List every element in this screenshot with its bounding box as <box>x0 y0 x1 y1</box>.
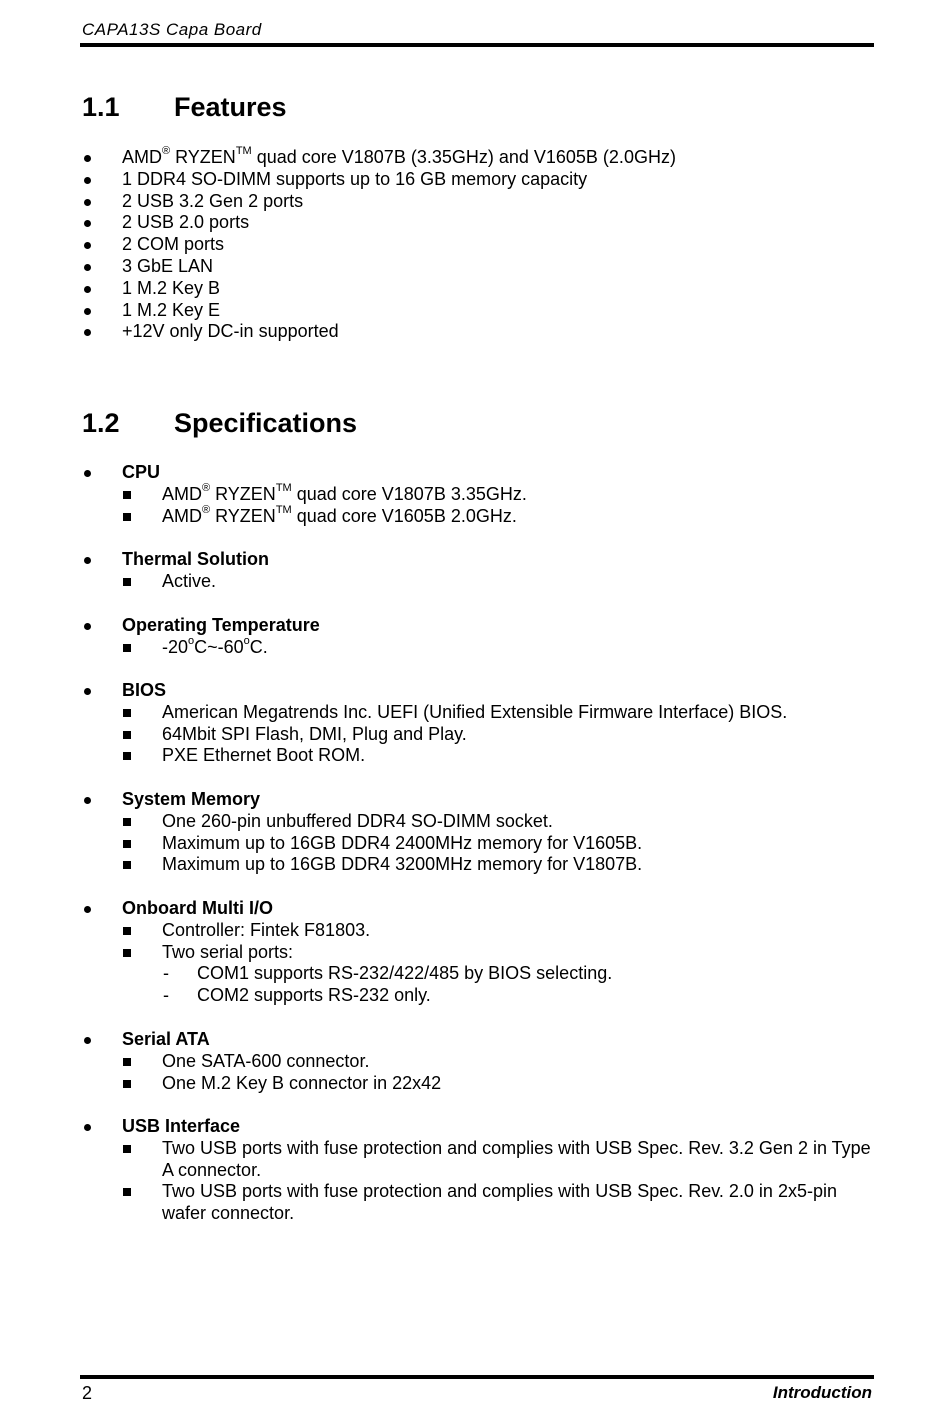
spec-multi-io <box>82 898 874 1007</box>
square-bullet-icon <box>123 949 131 957</box>
spec-bios <box>82 680 874 767</box>
spec-sub-item: - COM1 supports RS-232/422/485 by BIOS selecting. <box>163 963 613 984</box>
bullet-icon <box>84 177 91 184</box>
spec-usb <box>82 1116 874 1225</box>
square-bullet-icon <box>123 491 131 499</box>
spec-item: One SATA-600 connector. <box>82 1051 874 1073</box>
dash-bullet: - <box>163 985 169 1006</box>
spec-thermal <box>82 549 874 593</box>
dash-bullet: - <box>163 963 169 984</box>
spec-title: Serial ATA <box>82 1029 874 1051</box>
spec-title: Thermal Solution <box>82 549 874 571</box>
features-heading <box>82 92 287 123</box>
footer-section-title: Introduction <box>772 1383 872 1402</box>
feature-item: 3 GbE LAN <box>82 256 874 278</box>
bullet-icon <box>84 623 91 630</box>
square-bullet-icon <box>123 840 131 848</box>
bullet-icon <box>84 797 91 804</box>
bullet-icon <box>84 199 91 206</box>
spec-item: One 260-pin unbuffered DDR4 SO-DIMM socket. <box>82 811 874 833</box>
spec-title: USB Interface <box>82 1116 874 1138</box>
spec-memory <box>82 789 874 876</box>
spec-item: Controller: Fintek F81803. <box>82 920 874 942</box>
square-bullet-icon <box>123 1145 131 1153</box>
feature-item: +12V only DC-in supported <box>82 321 874 343</box>
square-bullet-icon <box>123 818 131 826</box>
bullet-icon <box>84 906 91 913</box>
square-bullet-icon <box>123 644 131 652</box>
spec-title: Onboard Multi I/O <box>82 898 874 920</box>
bullet-icon <box>84 155 91 162</box>
bullet-icon <box>84 1124 91 1131</box>
spec-item: -20$^o$C~-60$^o$C. <box>82 637 874 659</box>
spec-item: American Megatrends Inc. UEFI (Unified Extensible Firmware Interface) BIOS. <box>82 702 874 724</box>
feature-item: 1 DDR4 SO-DIMM supports up to 16 GB memory capacity <box>82 169 874 191</box>
bullet-icon <box>84 329 91 336</box>
feature-item: 1 M.2 Key B <box>82 278 874 300</box>
spec-item: One M.2 Key B connector in 22x42 <box>82 1073 874 1095</box>
spec-title: CPU <box>82 462 874 484</box>
feature-item: AMD® RYZEN™ quad core V1807B (3.35GHz) and V1605B (2.0GHz) <box>82 147 874 169</box>
spec-item: Two USB ports with fuse protection and complies with USB Spec. Rev. 2.0 in 2x5-pin wafer connector. <box>82 1181 874 1225</box>
bullet-icon <box>84 557 91 564</box>
spec-item: PXE Ethernet Boot ROM. <box>82 745 874 767</box>
spec-title: Operating Temperature <box>82 615 874 637</box>
bullet-icon <box>84 1037 91 1044</box>
square-bullet-icon <box>123 927 131 935</box>
section-number: 1.1 <box>82 92 120 122</box>
feature-item: 1 M.2 Key E <box>82 300 874 322</box>
section-title: Features <box>174 92 287 122</box>
features-list <box>82 147 874 343</box>
spec-temperature <box>82 615 874 659</box>
square-bullet-icon <box>123 513 131 521</box>
spec-item: Maximum up to 16GB DDR4 3200MHz memory for V1807B. <box>82 854 874 876</box>
page-number: 2 <box>82 1383 93 1403</box>
section-title: Specifications <box>174 408 358 438</box>
feature-item: 2 COM ports <box>82 234 874 256</box>
spec-item: Active. <box>82 571 874 593</box>
square-bullet-icon <box>123 861 131 869</box>
square-bullet-icon <box>123 1058 131 1066</box>
square-bullet-icon <box>123 752 131 760</box>
square-bullet-icon <box>123 731 131 739</box>
spec-item: Two serial ports: <box>82 942 874 964</box>
square-bullet-icon <box>123 578 131 586</box>
footer-rule <box>80 1375 874 1379</box>
spec-item: AMD® RYZEN™ quad core V1807B 3.35GHz. <box>82 484 874 506</box>
bullet-icon <box>84 688 91 695</box>
spec-item: Maximum up to 16GB DDR4 2400MHz memory for V1605B. <box>82 833 874 855</box>
spec-cpu <box>82 462 874 527</box>
square-bullet-icon <box>123 1188 131 1196</box>
section-number: 1.2 <box>82 408 120 438</box>
spec-item: Two USB ports with fuse protection and complies with USB Spec. Rev. 3.2 Gen 2 in Type A connector. <box>82 1138 874 1182</box>
square-bullet-icon <box>123 1080 131 1088</box>
bullet-icon <box>84 264 91 271</box>
square-bullet-icon <box>123 709 131 717</box>
bullet-icon <box>84 220 91 227</box>
feature-item: 2 USB 2.0 ports <box>82 212 874 234</box>
spec-title: System Memory <box>82 789 874 811</box>
spec-sub-item: - COM2 supports RS-232 only. <box>163 985 431 1006</box>
spec-item: 64Mbit SPI Flash, DMI, Plug and Play. <box>82 724 874 746</box>
spec-item: AMD® RYZEN™ quad core V1605B 2.0GHz. <box>82 506 874 528</box>
running-header: CAPA13S Capa Board <box>82 20 262 39</box>
bullet-icon <box>84 286 91 293</box>
header-rule <box>80 43 874 47</box>
spec-sata <box>82 1029 874 1094</box>
bullet-icon <box>84 242 91 249</box>
bullet-icon <box>84 308 91 315</box>
feature-item: 2 USB 3.2 Gen 2 ports <box>82 191 874 213</box>
bullet-icon <box>84 470 91 477</box>
spec-title: BIOS <box>82 680 874 702</box>
specifications-heading <box>82 408 357 439</box>
